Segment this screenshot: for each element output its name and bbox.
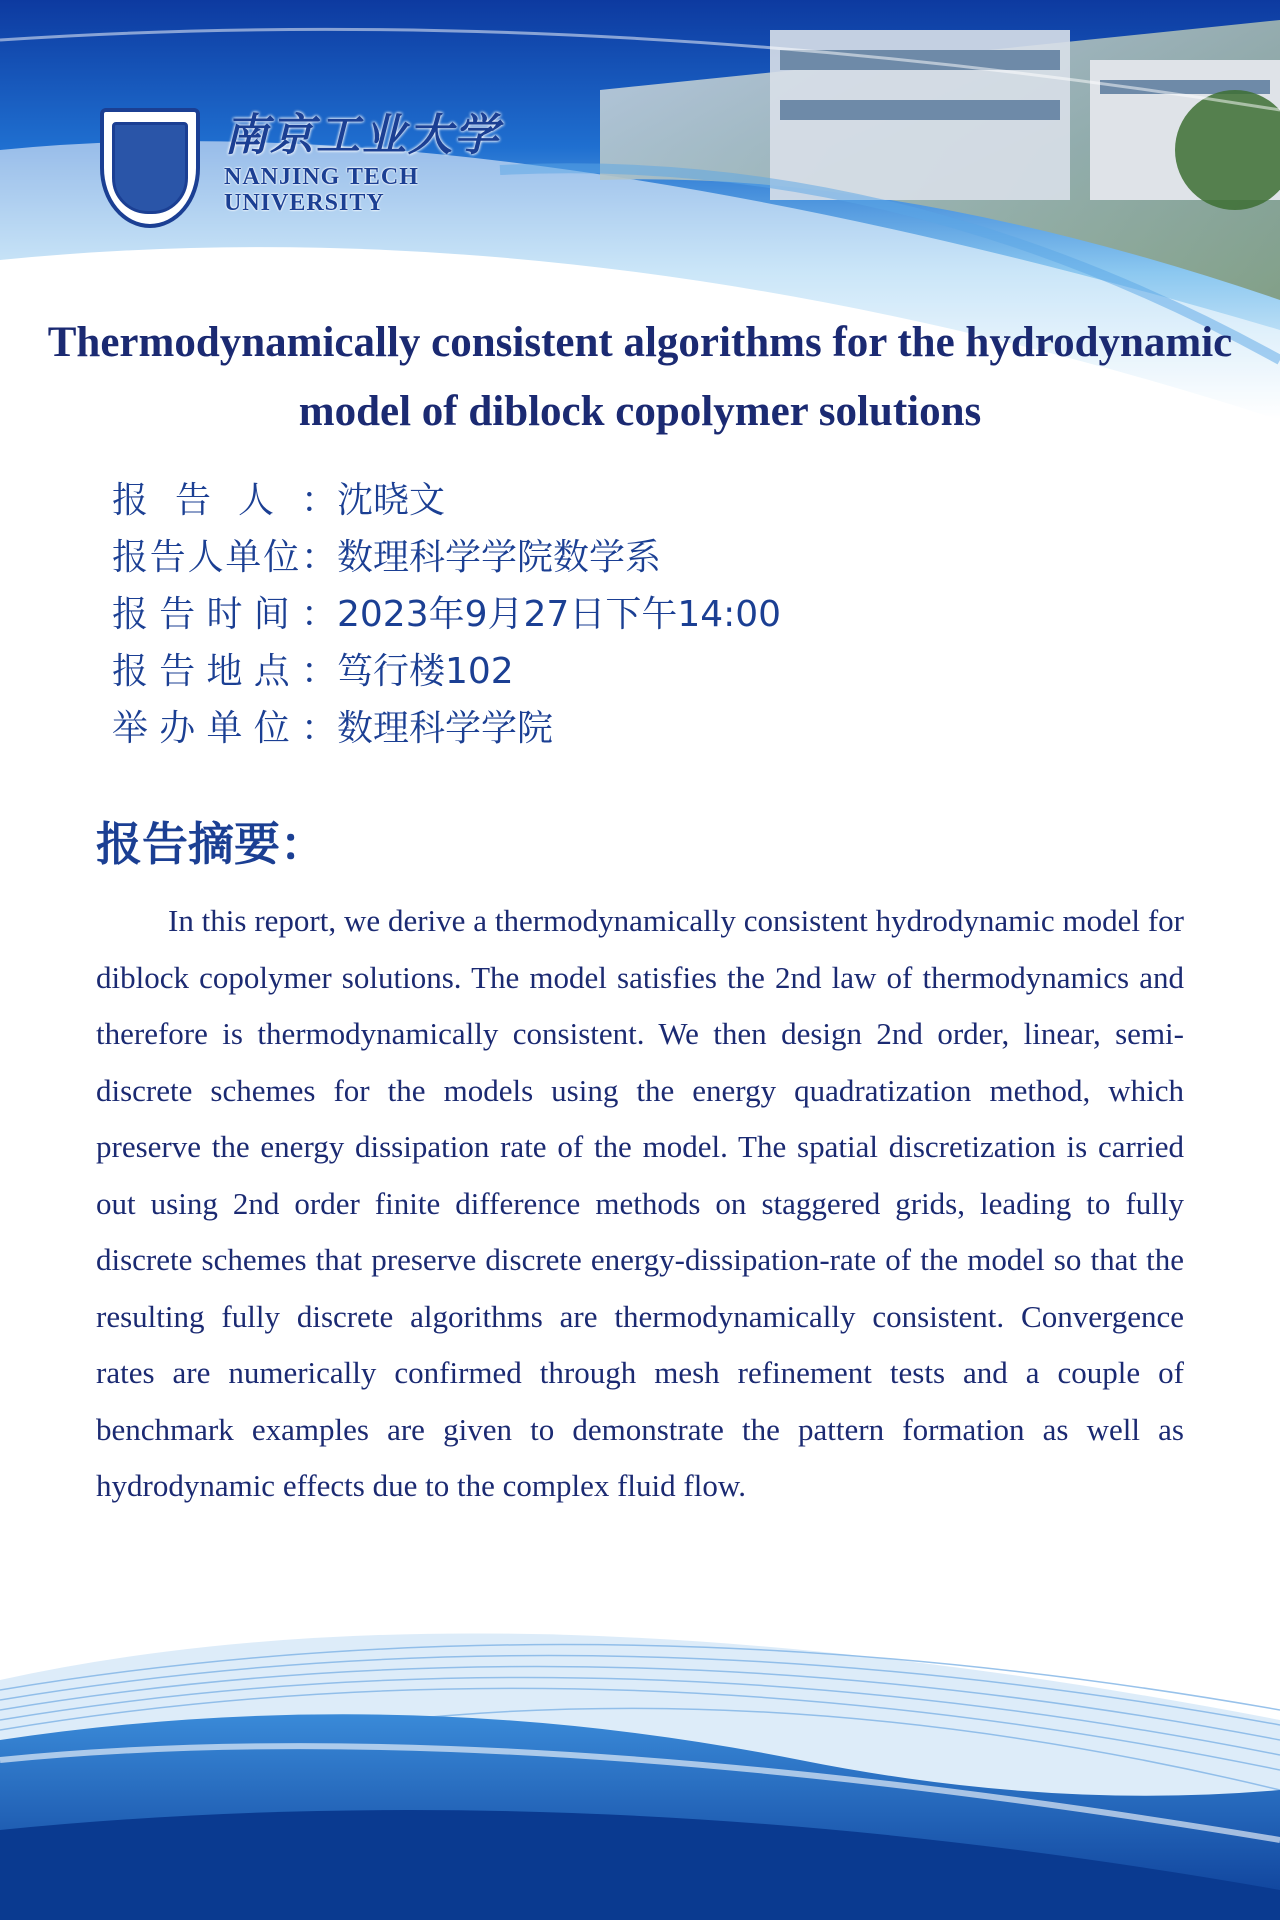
abstract-text: In this report, we derive a thermodynamically consistent hydrodynamic model for diblock copolymer solutions. The model satisfies the 2nd law of thermodynamics and therefore is thermodynamically consistent. We then design 2nd order, linear, semi-discrete schemes for the models using the energy quadratization method, which preserve the energy dissipation rate of the model. The spatial discretization is carried out using 2nd order finite difference methods on staggered grids, leading to fully discrete schemes that preserve discrete energy-dissipation-rate of the model so that the resulting fully discrete algorithms are thermodynamically consistent. Convergence rates are numerically confirmed through mesh refinement tests and a couple of benchmark examples are given to demonstrate the pattern formation as well as hydrodynamic effects due to the complex fluid flow. — [96, 903, 1184, 1503]
university-name-cn: 南京工业大学 — [224, 110, 500, 161]
university-name-en-1: NANJING TECH — [224, 164, 419, 190]
info-row-speaker: 报告人： 沈晓文 — [112, 480, 446, 521]
footer-waves — [0, 1590, 1280, 1920]
abstract-heading: 报告摘要： — [96, 817, 326, 871]
info-row-affiliation: 报告人单位： 数理科学学院数学系 — [112, 537, 662, 578]
talk-title-line2: model of diblock copolymer solutions — [298, 388, 982, 435]
university-logo — [100, 108, 500, 228]
info-row-time: 报告时间： 2023年9月27日下午14:00 — [112, 594, 782, 635]
info-row-location: 报告地点： 笃行楼102 — [112, 651, 514, 692]
university-name-en-2: UNIVERSITY — [224, 190, 385, 216]
talk-title — [40, 308, 1240, 446]
talk-info — [112, 472, 781, 757]
university-crest — [100, 108, 200, 228]
talk-title-line1: Thermodynamically consistent algorithms for the hydrodynamic — [47, 319, 1233, 366]
info-row-organizer: 举办单位： 数理科学学院 — [112, 708, 554, 749]
